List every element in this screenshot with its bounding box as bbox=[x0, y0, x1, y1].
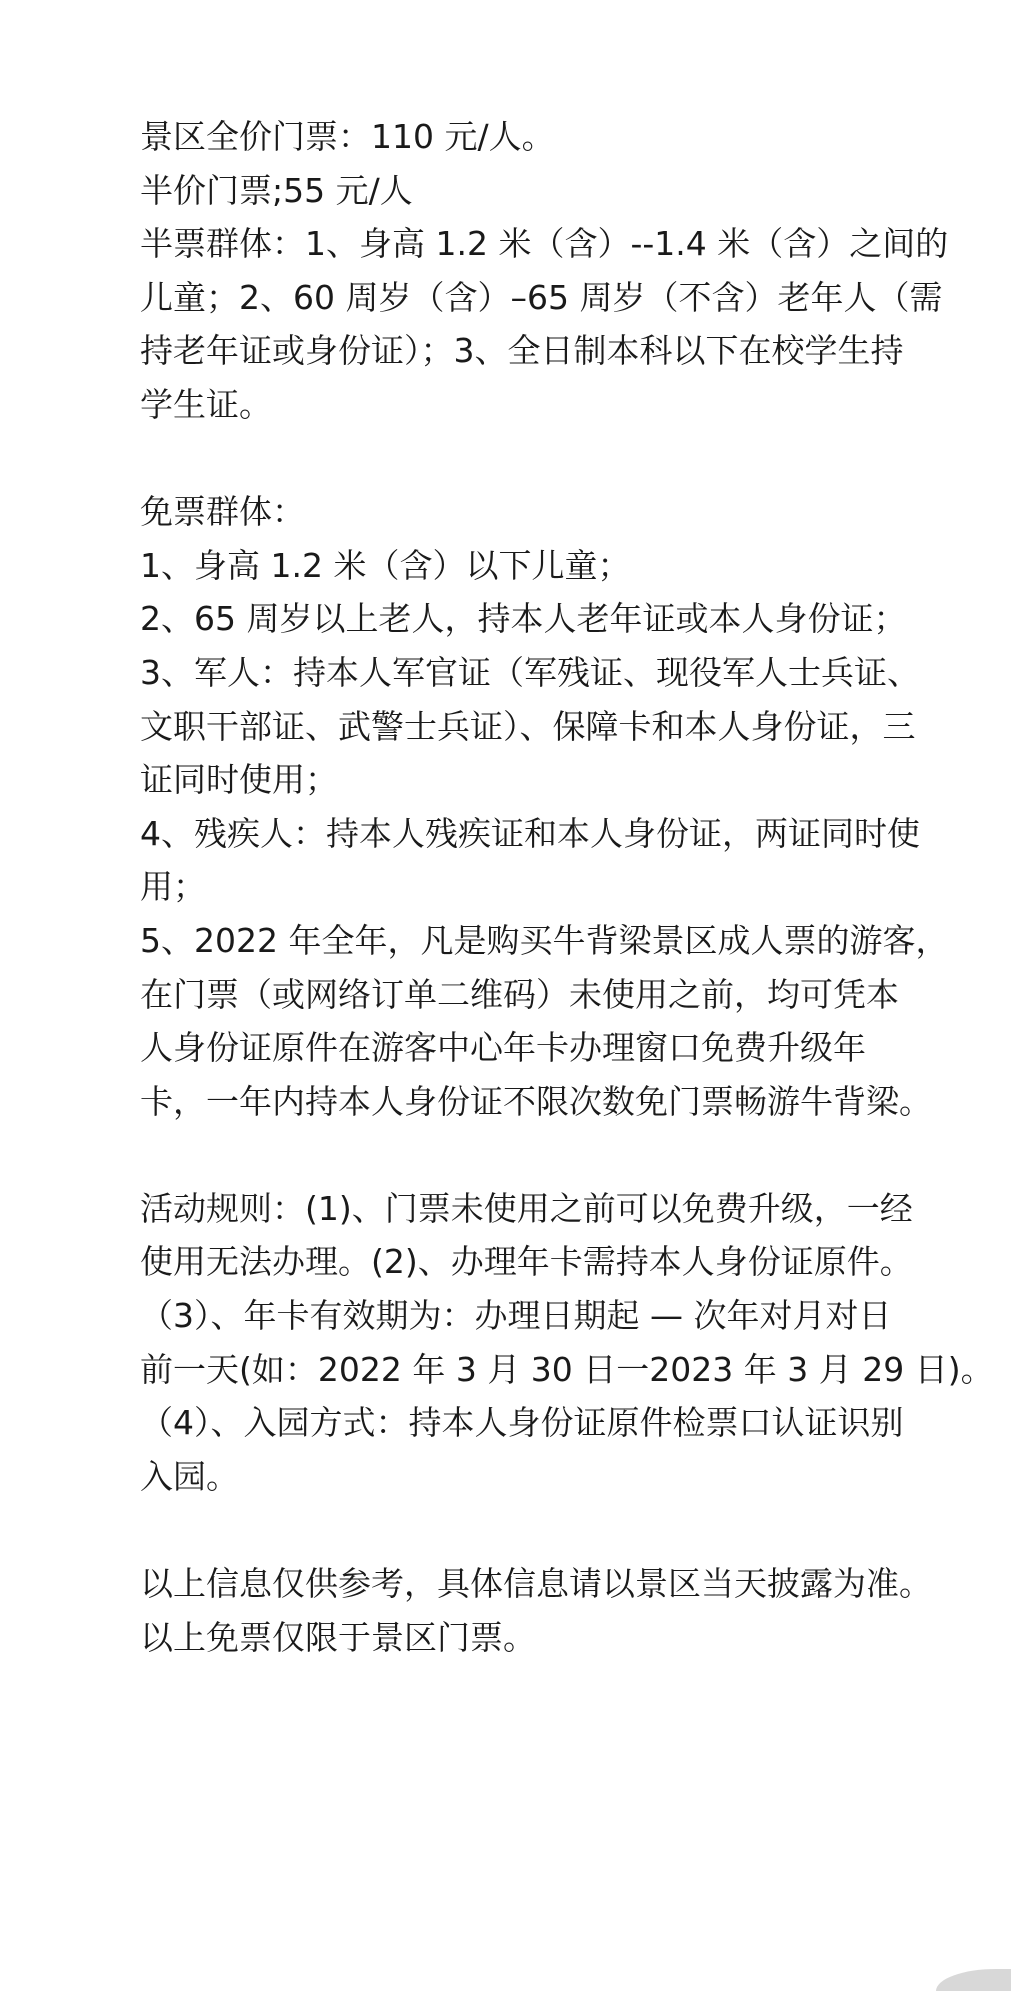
full-price-line: 景区全价门票：110 元/人。 bbox=[140, 117, 555, 156]
half-group-line: 半票群体：1、身高 1.2 米（含）--1.4 米（含）之间的 bbox=[140, 224, 949, 264]
rules-line: （4）、入园方式：持本人身份证原件检票口认证识别 bbox=[140, 1403, 904, 1443]
note-line: 以上信息仅供参考，具体信息请以景区当天披露为准。 bbox=[140, 1564, 932, 1604]
free-group-line: 3、军人：持本人军官证（军残证、现役军人士兵证、 bbox=[140, 652, 920, 692]
half-group-line: 儿童；2、60 周岁（含）–65 周岁（不含）老年人（需 bbox=[140, 277, 943, 317]
paragraph-gap bbox=[140, 1128, 880, 1182]
floating-button-edge[interactable] bbox=[936, 1969, 1011, 1991]
free-group-line: 4、残疾人：持本人残疾证和本人身份证，两证同时使 bbox=[140, 813, 920, 853]
free-group-line: 1、身高 1.2 米（含）以下儿童； bbox=[140, 545, 631, 585]
rules-line: 前一天(如：2022 年 3 月 30 日一2023 年 3 月 29 日)。 bbox=[140, 1349, 994, 1389]
half-group-line: 持老年证或身份证）；3、全日制本科以下在校学生持 bbox=[140, 331, 904, 371]
rules-line: 使用无法办理。(2)、办理年卡需持本人身份证原件。 bbox=[140, 1242, 913, 1282]
rules-line: 入园。 bbox=[140, 1456, 239, 1496]
ticket-info-document bbox=[140, 110, 994, 1664]
free-group-heading: 免票群体： bbox=[140, 492, 305, 532]
rules-line: （3）、年卡有效期为：办理日期起 — 次年对月对日 bbox=[140, 1296, 892, 1336]
free-group-line: 文职干部证、武警士兵证）、保障卡和本人身份证，三 bbox=[140, 706, 916, 746]
free-group-line: 5、2022 年全年，凡是购买牛背梁景区成人票的游客， bbox=[140, 920, 949, 960]
free-group-line: 人身份证原件在游客中心年卡办理窗口免费升级年 bbox=[140, 1028, 866, 1068]
rules-line: 活动规则：(1)、门票未使用之前可以免费升级，一经 bbox=[140, 1188, 913, 1228]
free-group-line: 用； bbox=[140, 867, 206, 907]
half-group-line: 学生证。 bbox=[140, 384, 272, 424]
free-group-line: 在门票（或网络订单二维码）未使用之前，均可凭本 bbox=[140, 974, 899, 1014]
free-group-line: 证同时使用； bbox=[140, 760, 338, 800]
paragraph-gap bbox=[140, 1503, 880, 1557]
paragraph-gap bbox=[140, 432, 880, 486]
free-group-line: 2、65 周岁以上老人，持本人老年证或本人身份证； bbox=[140, 599, 907, 639]
note-line: 以上免票仅限于景区门票。 bbox=[140, 1617, 536, 1657]
free-group-line: 卡，一年内持本人身份证不限次数免门票畅游牛背梁。 bbox=[140, 1081, 932, 1121]
half-price-line: 半价门票;55 元/人 bbox=[140, 170, 413, 210]
